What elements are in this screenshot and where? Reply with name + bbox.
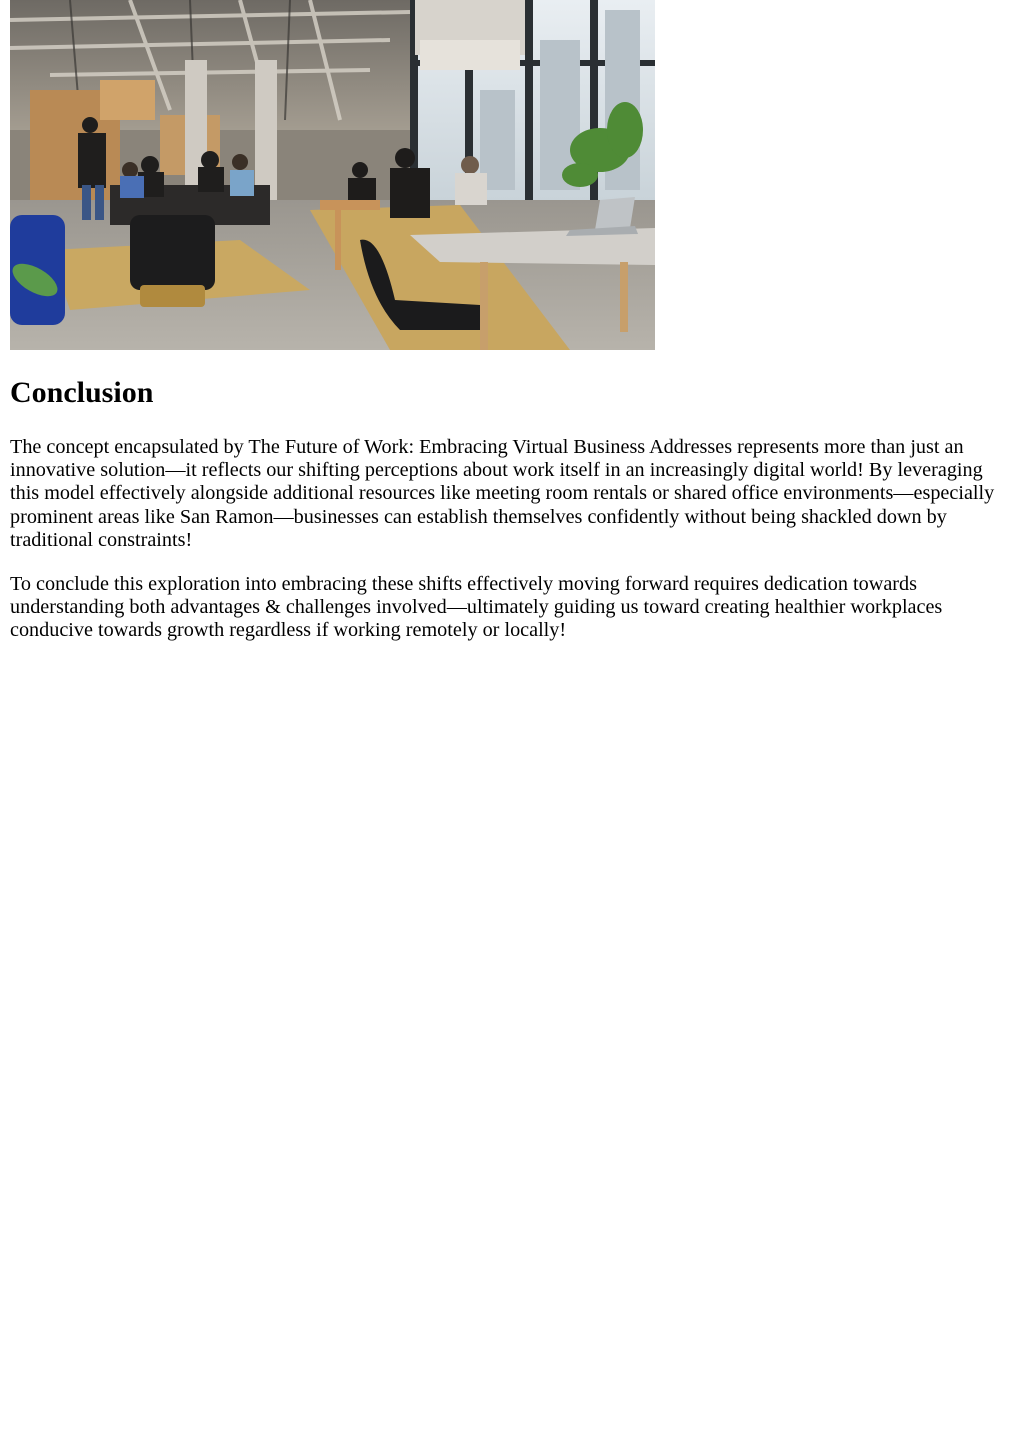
conclusion-paragraph-1: The concept encapsulated by The Future of Work: Embracing Virtual Business Addresses represents more than just an innovative solution—it reflects our shifting perceptions about work itself in an increasingly digital world! By leveraging this model effectively alongside additional resources like meeting room rentals or shared office environments—especially prominent areas like San Ramon—businesses can establish themselves confidently without being shackled down by traditional constraints! xyxy=(10,436,995,551)
conclusion-heading: Conclusion xyxy=(10,376,154,409)
article-section xyxy=(10,0,1010,643)
conclusion-paragraph-2: To conclude this exploration into embracing these shifts effectively moving forward requires dedication towards understanding both advantages & challenges involved—ultimately guiding us toward creating healthier workplaces conducive towards growth regardless if working remotely or locally! xyxy=(10,573,943,642)
photo-illustration xyxy=(10,0,655,350)
coworking-space-photo xyxy=(10,0,655,350)
